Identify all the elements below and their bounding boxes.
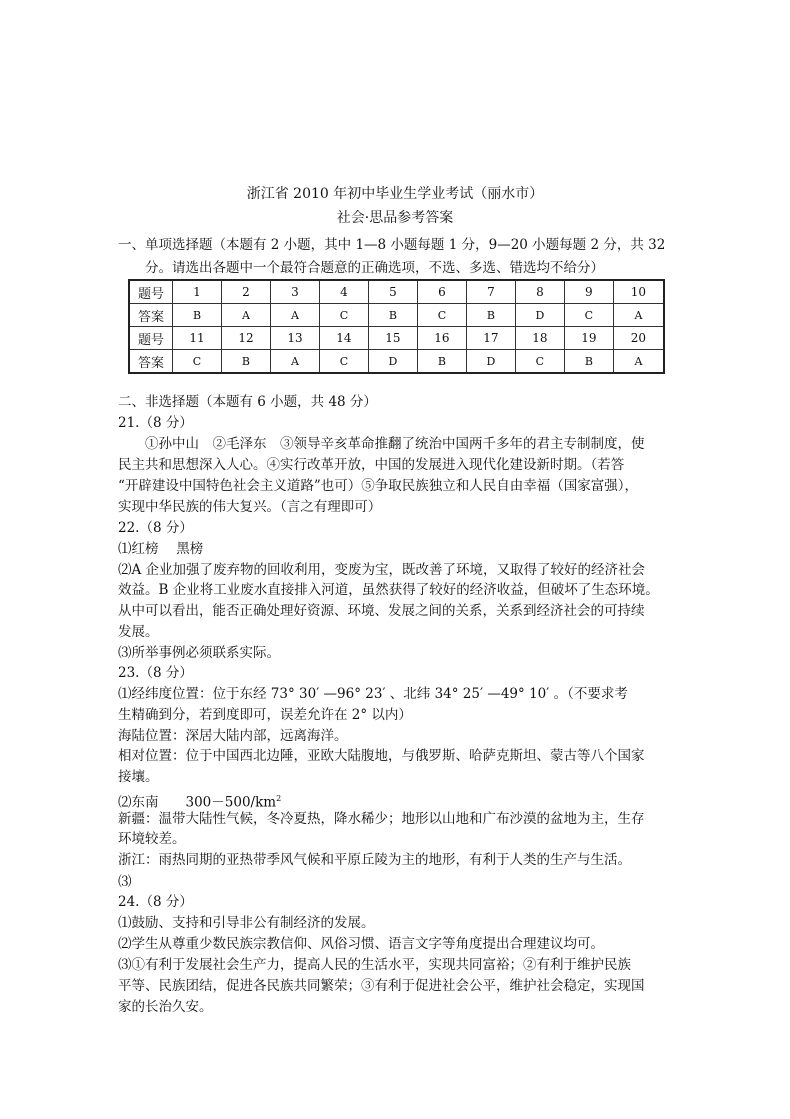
- q23-line: 环境较差。: [118, 831, 186, 847]
- question-number: 16: [417, 327, 466, 350]
- question-number: 10: [613, 280, 664, 304]
- answer-cell: C: [564, 304, 613, 327]
- table-row: [129, 350, 664, 374]
- density-superscript: 2: [276, 794, 282, 803]
- table-header-cell: 题号: [129, 280, 173, 304]
- answer-cell: B: [173, 304, 222, 327]
- question-number: 17: [466, 327, 515, 350]
- question-number: 19: [564, 327, 613, 350]
- q23-density-line: [118, 790, 281, 812]
- q22-line: ⑴红榜 黑榜: [118, 541, 204, 557]
- table-header-cell: 题号: [129, 327, 173, 350]
- question-number: 7: [466, 280, 515, 304]
- answer-cell: B: [221, 350, 270, 374]
- table-row: [129, 280, 664, 304]
- q24-line: ⑴鼓励、支持和引导非公有制经济的发展。: [118, 915, 375, 931]
- q23-line: 海陆位置：深居大陆内部，远离海洋。: [118, 728, 348, 744]
- question-number: 13: [270, 327, 319, 350]
- document-title: 浙江省 2010 年初中毕业生学业考试（丽水市）: [246, 186, 544, 202]
- section2-heading: 二、非选择题（本题有 6 小题，共 48 分）: [118, 394, 377, 410]
- q23-line: 接壤。: [118, 769, 159, 785]
- question-number: 11: [173, 327, 222, 350]
- q22-line: ⑶所举事例必须联系实际。: [118, 645, 280, 661]
- document-subtitle: 社会·思品参考答案: [336, 210, 454, 226]
- question-number: 5: [368, 280, 417, 304]
- question-number: 3: [270, 280, 319, 304]
- q23-label: 23.（8 分）: [118, 665, 193, 681]
- answer-cell: D: [466, 350, 515, 374]
- answer-cell: B: [564, 350, 613, 374]
- q23-line: ⑴经纬度位置：位于东经 73° 30′ —96° 23′ 、北纬 34° 25′ —49° 10′ 。（不要求考: [118, 686, 628, 702]
- question-number: 1: [173, 280, 222, 304]
- q22-line: 从中可以看出，能否正确处理好资源、环境、发展之间的关系，关系到经济社会的可持续: [118, 603, 645, 619]
- question-number: 9: [564, 280, 613, 304]
- answer-cell: C: [515, 350, 564, 374]
- answer-cell: A: [221, 304, 270, 327]
- question-number: 12: [221, 327, 270, 350]
- answer-cell: A: [613, 304, 664, 327]
- q21-line: ①孙中山 ②毛泽东 ③领导辛亥革命推翻了统治中国两千多年的君主专制制度，使: [145, 436, 645, 452]
- section1-heading-cont: 分。请选出各题中一个最符合题意的正确选项，不选、多选、错选均不给分）: [145, 260, 604, 276]
- q21-line: “开辟建设中国特色社会主义道路”也可）⑤争取民族独立和人民自由幸福（国家富强），: [118, 478, 639, 494]
- answer-cell: A: [270, 304, 319, 327]
- answer-table: [128, 279, 665, 374]
- answer-cell: B: [417, 350, 466, 374]
- question-number: 6: [417, 280, 466, 304]
- q23-line: 新疆：温带大陆性气候，冬冷夏热，降水稀少；地形以山地和广布沙漠的盆地为主，生存: [118, 811, 645, 827]
- question-number: 18: [515, 327, 564, 350]
- table-header-cell: 答案: [129, 350, 173, 374]
- question-number: 2: [221, 280, 270, 304]
- q22-line: 效益。B 企业将工业废水直接排入河道，虽然获得了较好的经济收益，但破坏了生态环境。: [118, 582, 659, 598]
- answer-cell: C: [319, 350, 368, 374]
- answer-cell: C: [173, 350, 222, 374]
- table-header-cell: 答案: [129, 304, 173, 327]
- q24-line: ⑶①有利于发展社会生产力，提高人民的生活水平，实现共同富裕；②有利于维护民族: [118, 957, 631, 973]
- table-row: [129, 304, 664, 327]
- q22-line: 发展。: [118, 624, 159, 640]
- q24-line: ⑵学生从尊重少数民族宗教信仰、风俗习惯、语言文字等角度提出合理建议均可。: [118, 936, 604, 952]
- q21-line: 实现中华民族的伟大复兴。（言之有理即可）: [118, 499, 382, 515]
- q24-line: 平等、民族团结，促进各民族共同繁荣；③有利于促进社会公平，维护社会稳定，实现国: [118, 978, 645, 994]
- table-row: [129, 327, 664, 350]
- q23-line: 生精确到分，若到度即可，误差允许在 2° 以内）: [118, 707, 412, 723]
- answer-cell: C: [319, 304, 368, 327]
- question-number: 14: [319, 327, 368, 350]
- question-number: 8: [515, 280, 564, 304]
- answer-cell: B: [368, 304, 417, 327]
- question-number: 20: [613, 327, 664, 350]
- q22-label: 22.（8 分）: [118, 520, 193, 536]
- density-text: ⑵东南 300－500/km: [118, 794, 277, 811]
- answer-cell: D: [368, 350, 417, 374]
- answer-cell: D: [515, 304, 564, 327]
- answer-cell: A: [613, 350, 664, 374]
- answer-cell: B: [466, 304, 515, 327]
- q21-line: 民主共和思想深入人心。④实行改革开放，中国的发展进入现代化建设新时期。（若答: [118, 457, 625, 473]
- question-number: 4: [319, 280, 368, 304]
- q22-line: ⑵A 企业加强了废弃物的回收利用，变废为宝，既改善了环境，又取得了较好的经济社会: [118, 562, 646, 578]
- answer-cell: C: [417, 304, 466, 327]
- q24-label: 24.（8 分）: [118, 894, 193, 910]
- section1-heading: 一、单项选择题（本题有 2 小题，其中 1—8 小题每题 1 分，9—20 小题每题 2 分，共 32: [118, 237, 666, 253]
- question-number: 15: [368, 327, 417, 350]
- q24-line: 家的长治久安。: [118, 999, 213, 1015]
- q21-label: 21.（8 分）: [118, 415, 193, 431]
- answer-cell: A: [270, 350, 319, 374]
- q23-line: ⑶: [118, 874, 132, 890]
- q23-line: 相对位置：位于中国西北边陲，亚欧大陆腹地，与俄罗斯、哈萨克斯坦、蒙古等八个国家: [118, 748, 645, 764]
- q23-line: 浙江：雨热同期的亚热带季风气候和平原丘陵为主的地形，有利于人类的生产与生活。: [118, 852, 631, 868]
